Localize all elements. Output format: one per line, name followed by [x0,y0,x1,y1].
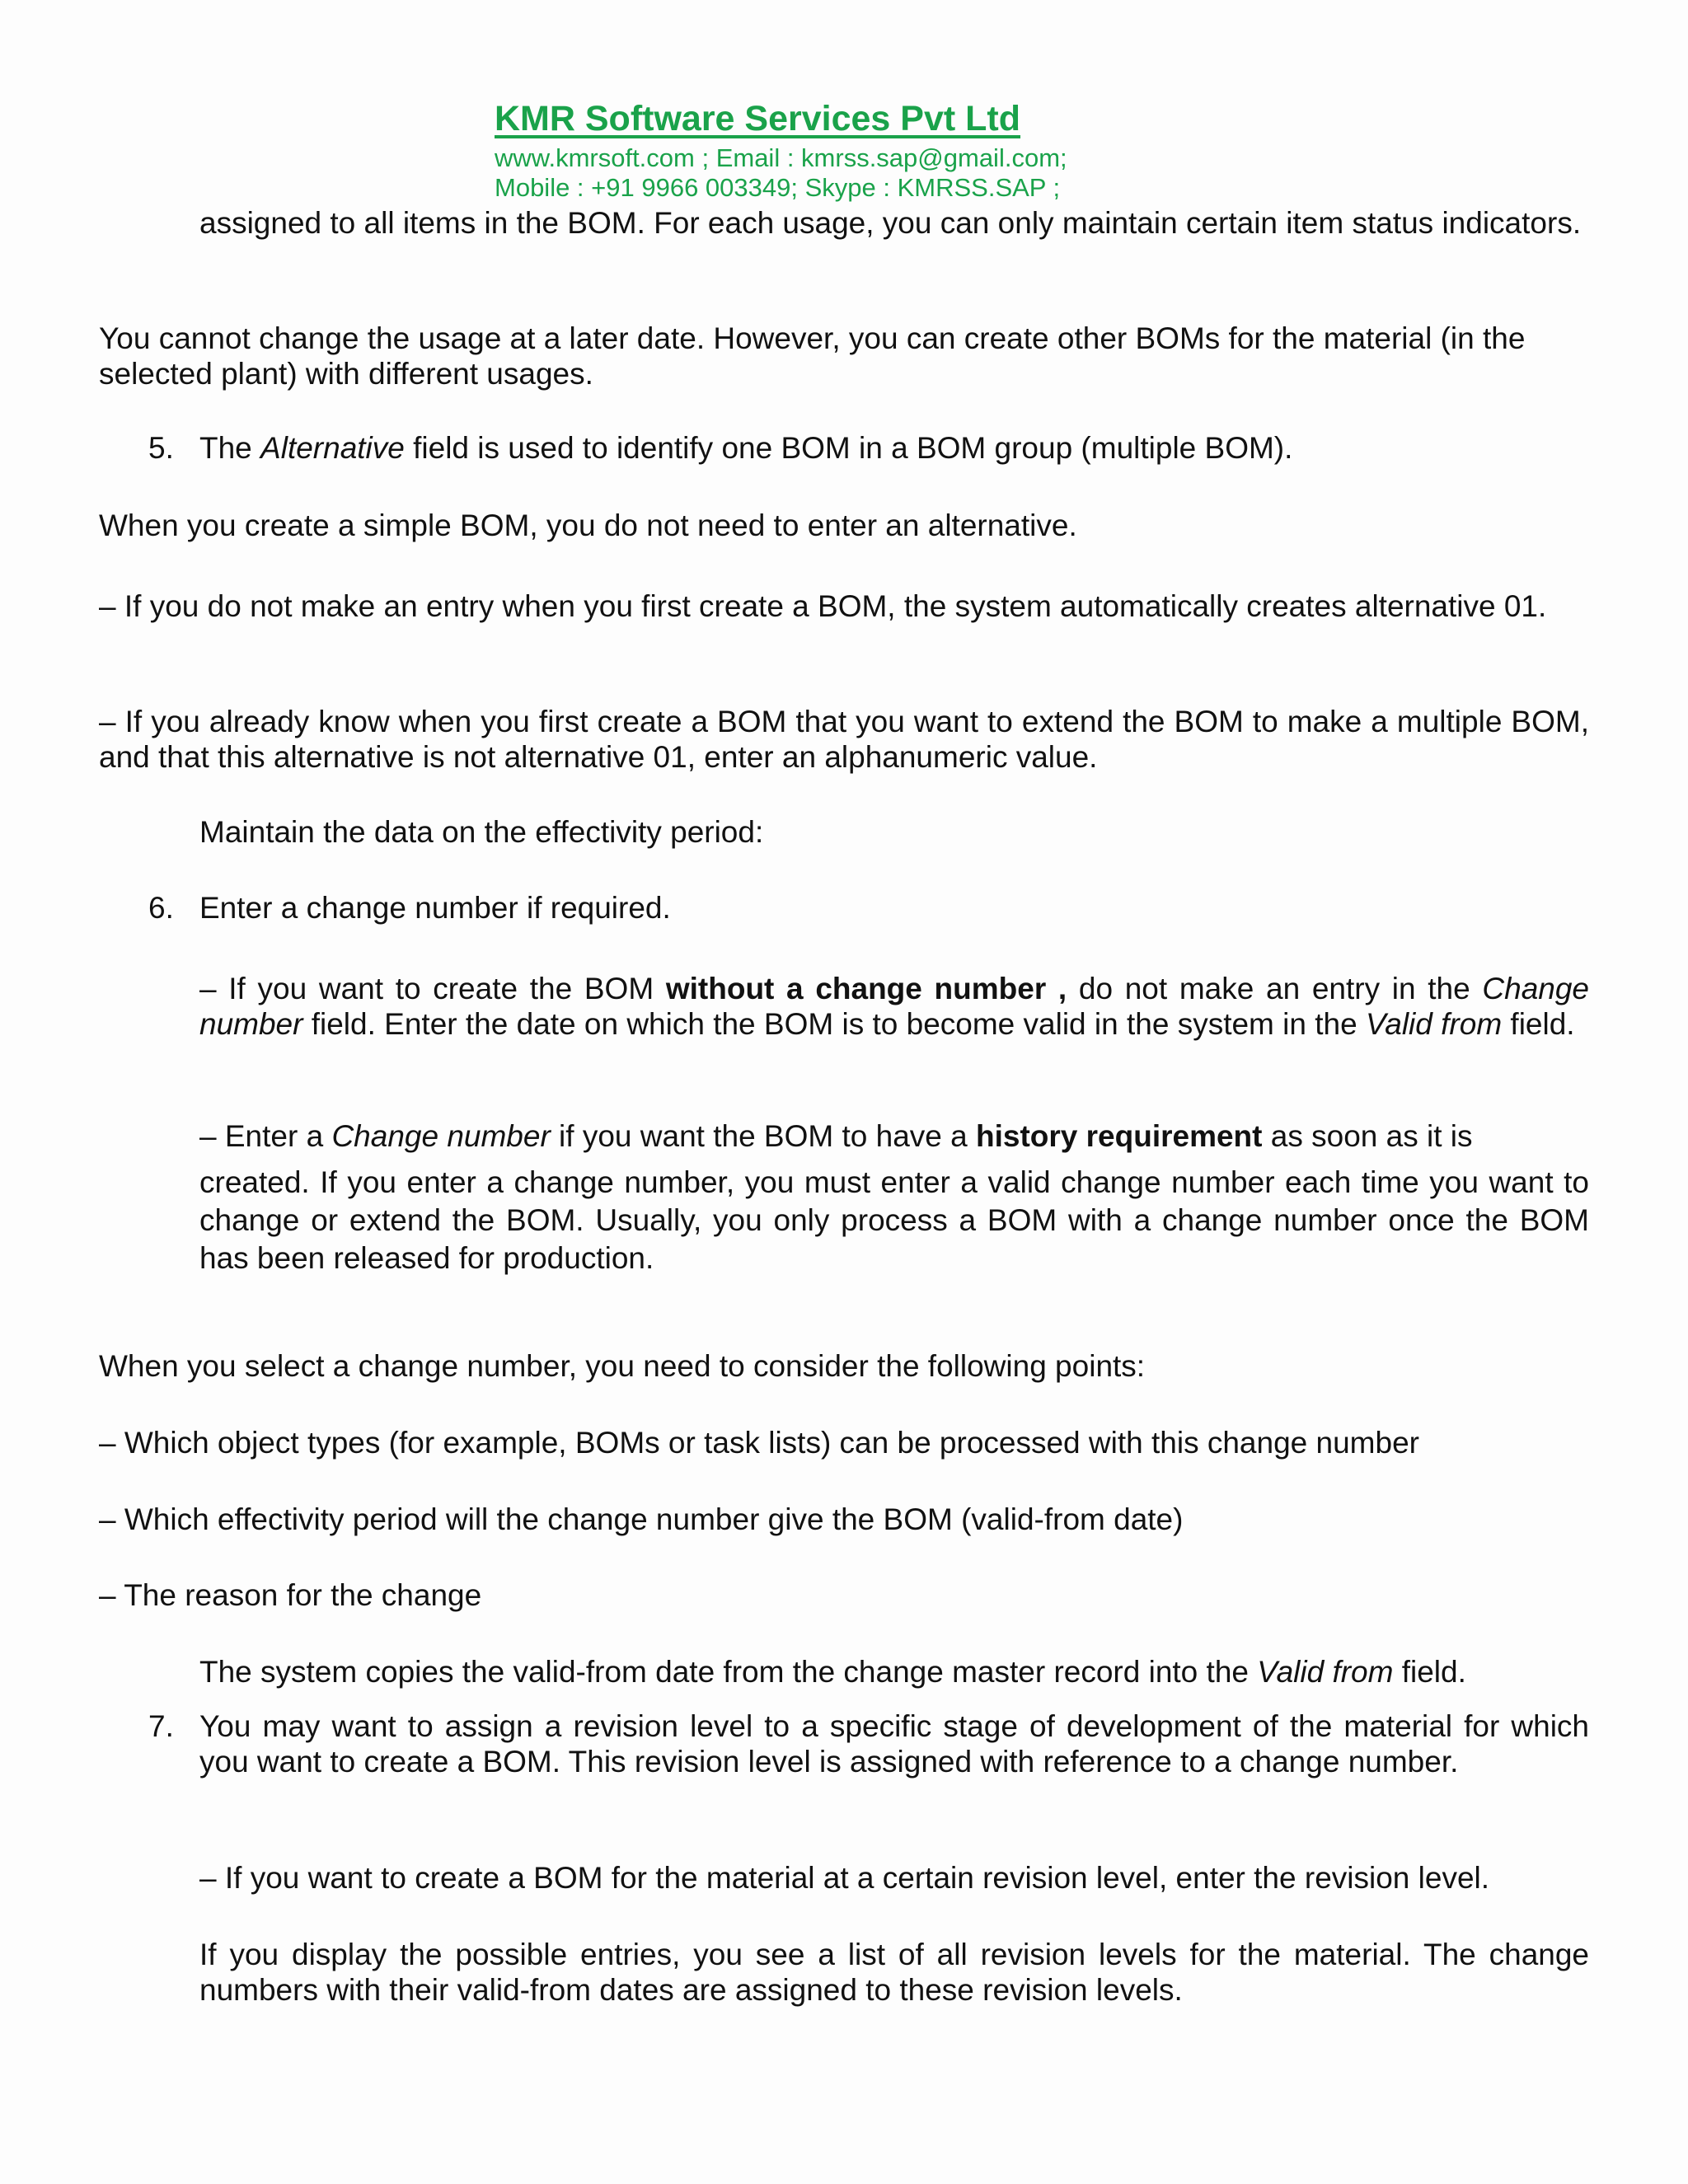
term-change-number: Change number [331,1119,551,1153]
text: do not make an entry in the [1067,972,1483,1005]
text: as soon as it is [1262,1119,1473,1153]
paragraph-already-know: – If you already know when you first create a BOM that you want to extend the BOM to make a multiple BOM, and that this alternative is not alternative 01, enter an alphanumeric value. [99,705,1589,774]
paragraph-history-line1 [199,1118,1589,1154]
emphasis-without-change-number: without a change number , [665,972,1067,1005]
text: – Enter a [199,1119,332,1153]
term-alternative: Alternative [260,431,405,465]
text: field is used to identify one BOM in a BOM group (multiple BOM). [404,431,1293,465]
text: field. Enter the date on which the BOM is to become valid in the system in the [302,1007,1366,1041]
paragraph-effectivity: Maintain the data on the effectivity period: [199,815,764,849]
paragraph-revision-level: – If you want to create a BOM for the material at a certain revision level, enter the revision level. [199,1861,1490,1895]
text: – If you want to create the BOM [199,972,666,1005]
term-valid-from: Valid from [1365,1007,1503,1041]
text: field. [1393,1655,1466,1689]
text: if you want the BOM to have a [550,1119,976,1153]
contact-phone-skype: Mobile : +91 9966 003349; Skype : KMRSS.SAP ; [495,173,1061,202]
text: The system copies the valid-from date from the change master record into the [199,1655,1258,1689]
text: field. [1502,1007,1575,1041]
bullet-reason: – The reason for the change [99,1578,482,1612]
text: The [199,431,261,465]
text: Enter a change number if required. [199,891,671,925]
bullet-effectivity-period: – Which effectivity period will the change number give the BOM (valid-from date) [99,1502,1184,1536]
term-valid-from: Valid from [1257,1655,1394,1689]
emphasis-history-requirement: history requirement [976,1119,1263,1153]
list-number: 5. [148,431,174,465]
list-number: 6. [148,891,174,925]
paragraph-no-entry: – If you do not make an entry when you first create a BOM, the system automatically creates alternative 01. [99,589,1547,623]
paragraph-history-rest: created. If you enter a change number, you must enter a valid change number each time you want to change or extend the BOM. Usually, you only process a BOM with a change number once the BOM has been released for production. [199,1165,1589,1275]
list-item-5 [148,430,1589,466]
paragraph-simple-bom: When you create a simple BOM, you do not need to enter an alternative. [99,509,1077,542]
text: You may want to assign a revision level to a specific stage of development of the material for which you want to create a BOM. This revision level is assigned with reference to a change number. [199,1709,1589,1779]
paragraph-without-change-number [199,971,1589,1042]
paragraph-cannot-change-usage: You cannot change the usage at a later date. However, you can create other BOMs for the material (in the selected plant) with different usages. [99,321,1526,391]
bullet-object-types: – Which object types (for example, BOMs or task lists) can be processed with this change number [99,1426,1419,1460]
paragraph-system-copies [199,1654,1589,1690]
paragraph-select-change-number: When you select a change number, you need to consider the following points: [99,1349,1146,1383]
paragraph-usage-continued: assigned to all items in the BOM. For each usage, you can only maintain certain item status indicators. [199,206,1582,240]
company-name: KMR Software Services Pvt Ltd [495,99,1021,138]
contact-web-email: www.kmrsoft.com ; Email : kmrss.sap@gmail.com; [495,143,1067,172]
list-item-6 [148,890,1589,926]
term-change-number: Change number [199,972,1590,1041]
list-item-7 [148,1708,1589,1779]
list-number: 7. [148,1709,174,1743]
paragraph-possible-entries: If you display the possible entries, you see a list of all revision levels for the material. The change numbers with their valid-from dates are assigned to these revision levels. [199,1938,1589,2007]
